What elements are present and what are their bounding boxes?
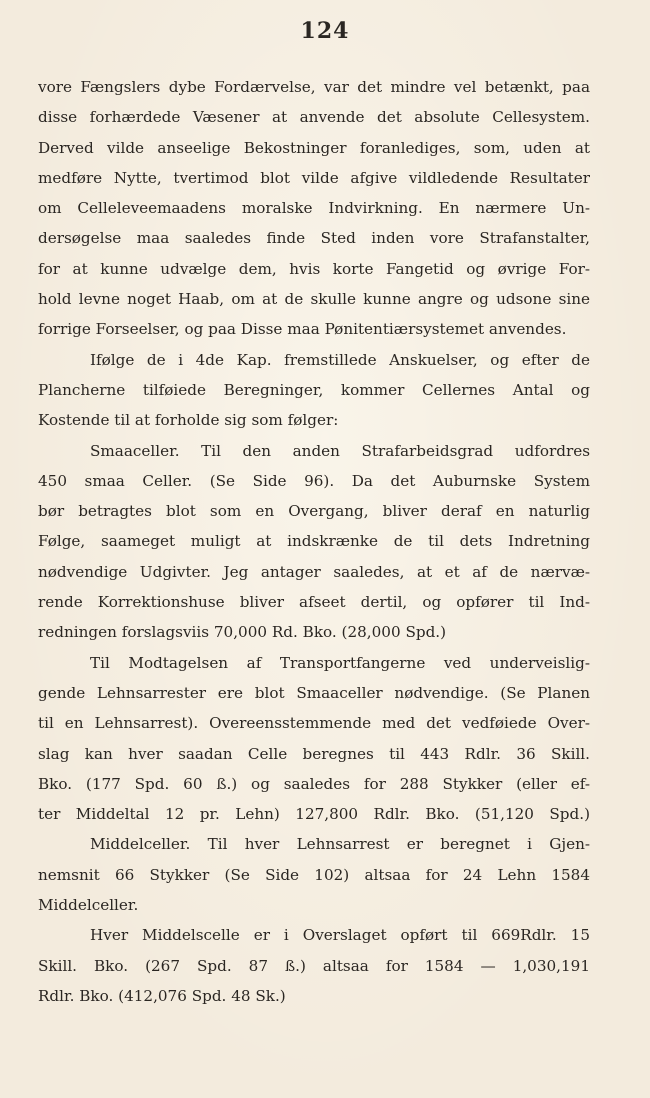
text-line: Derved vilde anseelige Bekostninger foranlediges, som, uden at <box>38 138 590 157</box>
text-line: medføre Nytte, tvertimod blot vilde afgive vildledende Resultater <box>38 168 590 187</box>
text-line: 450 smaa Celler. (Se Side 96). Da det Auburnske System <box>38 471 590 490</box>
text-line: Følge, saameget muligt at indskrænke de til dets Indretning <box>38 532 590 551</box>
text-line: gende Lehnsarrester ere blot Smaaceller nødvendige. (Se Planen <box>38 683 590 702</box>
text-line: bør betragtes blot som en Overgang, bliver deraf en naturlig <box>38 502 590 521</box>
text-line: disse forhærdede Væsener at anvende det absolute Cellesystem. <box>38 108 590 127</box>
text-line: redningen forslagsviis 70,000 Rd. Bko. (28,000 Spd.) <box>38 623 447 642</box>
text-line: ter Middeltal 12 pr. Lehn) 127,800 Rdlr. Bko. (51,120 Spd.) <box>38 805 590 824</box>
text-line: Plancherne tilføiede Beregninger, kommer Cellernes Antal og <box>38 380 590 399</box>
text-line: hold levne noget Haab, om at de skulle kunne angre og udsone sine <box>38 290 590 309</box>
text-line: dersøgelse maa saaledes finde Sted inden vore Strafanstalter, <box>38 229 590 248</box>
text-line: Middelceller. Til hver Lehnsarrest er beregnet i Gjen- <box>90 835 590 854</box>
text-line: slag kan hver saadan Celle beregnes til 443 Rdlr. 36 Skill. <box>38 744 590 763</box>
text-line: vore Fængslers dybe Fordærvelse, var det mindre vel betænkt, paa <box>38 78 590 96</box>
text-line: Middelceller. <box>38 896 139 915</box>
body-text <box>38 72 590 1011</box>
text-line: om Celleleveemaadens moralske Indvirkning. En nærmere Un- <box>38 199 590 218</box>
text-line: forrige Forseelser, og paa Disse maa Pønitentiærsystemet anvendes. <box>38 320 567 339</box>
text-line: nødvendige Udgivter. Jeg antager saaledes, at et af de nærvæ- <box>38 562 590 581</box>
text-line: Skill. Bko. (267 Spd. 87 ß.) altsaa for 1584 — 1,030,191 <box>38 956 590 975</box>
text-line: Bko. (177 Spd. 60 ß.) og saaledes for 288 Stykker (eller ef- <box>38 774 590 793</box>
text-line: rende Korrektionshuse bliver afseet dertil, og opfører til Ind- <box>38 593 590 612</box>
text-line: Til Modtagelsen af Transportfangerne ved underveislig- <box>90 653 590 672</box>
text-line: Ifølge de i 4de Kap. fremstillede Anskuelser, og efter de <box>90 350 590 369</box>
text-line: til en Lehnsarrest). Overeensstemmende med det vedføiede Over- <box>38 714 590 733</box>
text-line: Kostende til at forholde sig som følger: <box>38 411 339 430</box>
text-line: for at kunne udvælge dem, hvis korte Fangetid og øvrige For- <box>38 259 590 278</box>
page-number: 124 <box>300 18 350 44</box>
text-line: Hver Middelscelle er i Overslaget opført til 669Rdlr. 15 <box>90 926 590 945</box>
text-line: nemsnit 66 Stykker (Se Side 102) altsaa for 24 Lehn 1584 <box>38 865 590 884</box>
text-line: Rdlr. Bko. (412,076 Spd. 48 Sk.) <box>38 986 286 1005</box>
text-line: Smaaceller. Til den anden Strafarbeidsgrad udfordres <box>90 441 590 460</box>
